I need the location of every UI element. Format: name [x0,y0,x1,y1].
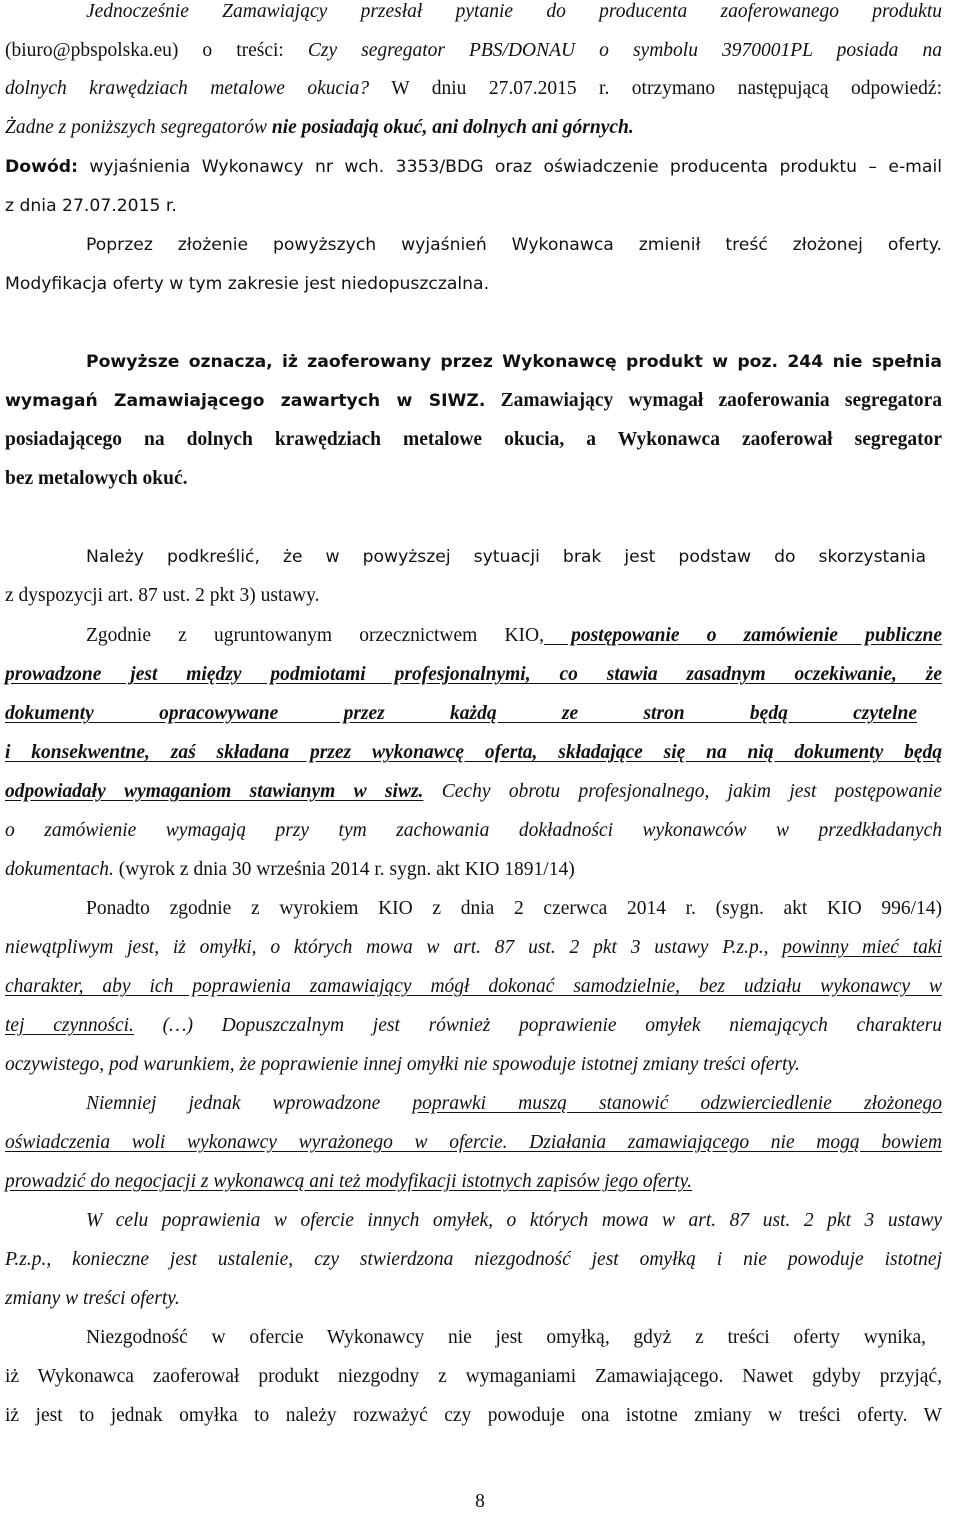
text-line: z dnia 27.07.2015 r. [5,196,177,216]
text-line: tej czynności. (…) Dopuszczalnym jest również poprawienie omyłek niemających charakteru [5,1015,943,1036]
text-line: wymagań Zamawiającego zawartych w SIWZ. Zamawiający wymagał zaoferowania segregatora [5,390,942,411]
page-number: 8 [475,1491,485,1512]
text-line: Niezgodność w ofercie Wykonawcy nie jest omyłką, gdyż z treści oferty wynika, [86,1327,926,1348]
text-line: iż jest to jednak omyłka to należy rozważyć czy powoduje ona istotne zmiany w treści oferty. W [5,1405,942,1426]
text-line: P.z.p., konieczne jest ustalenie, czy stwierdzona niezgodność jest omyłką i nie powoduje istotnej [5,1249,942,1270]
text-line: zmiany w treści oferty. [5,1288,180,1309]
text-line: Ponadto zgodnie z wyrokiem KIO z dnia 2 czerwca 2014 r. (sygn. akt KIO 996/14) [86,898,942,919]
text-line: niewątpliwym jest, iż omyłki, o których mowa w art. 87 ust. 2 pkt 3 ustawy P.z.p., powinny mieć taki [5,937,942,958]
text-line: dokumenty opracowywane przez każdą ze stron będą czytelne [5,703,917,724]
text-line: prowadzić do negocjacji z wykonawcą ani też modyfikacji istotnych zapisów jego oferty. [5,1171,693,1192]
text-line: bez metalowych okuć. [5,468,188,489]
text-line: Niemniej jednak wprowadzone poprawki muszą stanowić odzwierciedlenie złożonego [86,1093,942,1114]
text-line: dolnych krawędziach metalowe okucia? W dniu 27.07.2015 r. otrzymano następującą odpowiedź: [5,78,942,99]
text-line: iż Wykonawca zaoferował produkt niezgodny z wymaganiami Zamawiającego. Nawet gdyby przyjąć, [5,1366,942,1387]
text-line: prowadzone jest między podmiotami profesjonalnymi, co stawia zasadnym oczekiwanie, że [5,664,942,685]
text-line: W celu poprawienia w ofercie innych omyłek, o których mowa w art. 87 ust. 2 pkt 3 ustawy [86,1210,942,1231]
text-line: Jednocześnie Zamawiający przesłał pytanie do producenta zaoferowanego produktu [86,1,942,22]
text-line: Żadne z poniższych segregatorów nie posiadają okuć, ani dolnych ani górnych. [5,117,634,138]
text-line: Powyższe oznacza, iż zaoferowany przez Wykonawcę produkt w poz. 244 nie spełnia [86,352,942,372]
text-line: posiadającego na dolnych krawędziach metalowe okucia, a Wykonawca zaoferował segregator [5,429,942,450]
text-line: oświadczenia woli wykonawcy wyrażonego w ofercie. Działania zamawiającego nie mogą bowiem [5,1132,942,1153]
text-line: o zamówienie wymagają przy tym zachowania dokładności wykonawców w przedkładanych [5,820,942,841]
text-line: charakter, aby ich poprawienia zamawiający mógł dokonać samodzielnie, bez udziału wykonawcy w [5,976,942,997]
text-line: i konsekwentne, zaś składana przez wykonawcę oferta, składające się na nią dokumenty będą [5,742,942,763]
text-line: Modyfikacja oferty w tym zakresie jest niedopuszczalna. [5,274,490,294]
text-line: Należy podkreślić, że w powyższej sytuacji brak jest podstaw do skorzystania [86,547,926,567]
text-line: Poprzez złożenie powyższych wyjaśnień Wykonawca zmienił treść złożonej oferty. [86,235,942,255]
text-line: oczywistego, pod warunkiem, że poprawienie innej omyłki nie spowoduje istotnej zmiany treści oferty. [5,1054,800,1075]
text-line: z dyspozycji art. 87 ust. 2 pkt 3) ustawy. [5,585,320,606]
text-line: odpowiadały wymaganiom stawianym w siwz. Cechy obrotu profesjonalnego, jakim jest postępowanie [5,781,942,802]
text-line: Dowód: wyjaśnienia Wykonawcy nr wch. 3353/BDG oraz oświadczenie producenta produktu – e-mail [5,157,942,177]
text-line: dokumentach. (wyrok z dnia 30 września 2014 r. sygn. akt KIO 1891/14) [5,859,575,880]
text-line: Zgodnie z ugruntowanym orzecznictwem KIO, postępowanie o zamówienie publiczne [86,625,943,646]
text-line: (biuro@pbspolska.eu) o treści: Czy segregator PBS/DONAU o symbolu 3970001PL posiada na [5,40,942,61]
